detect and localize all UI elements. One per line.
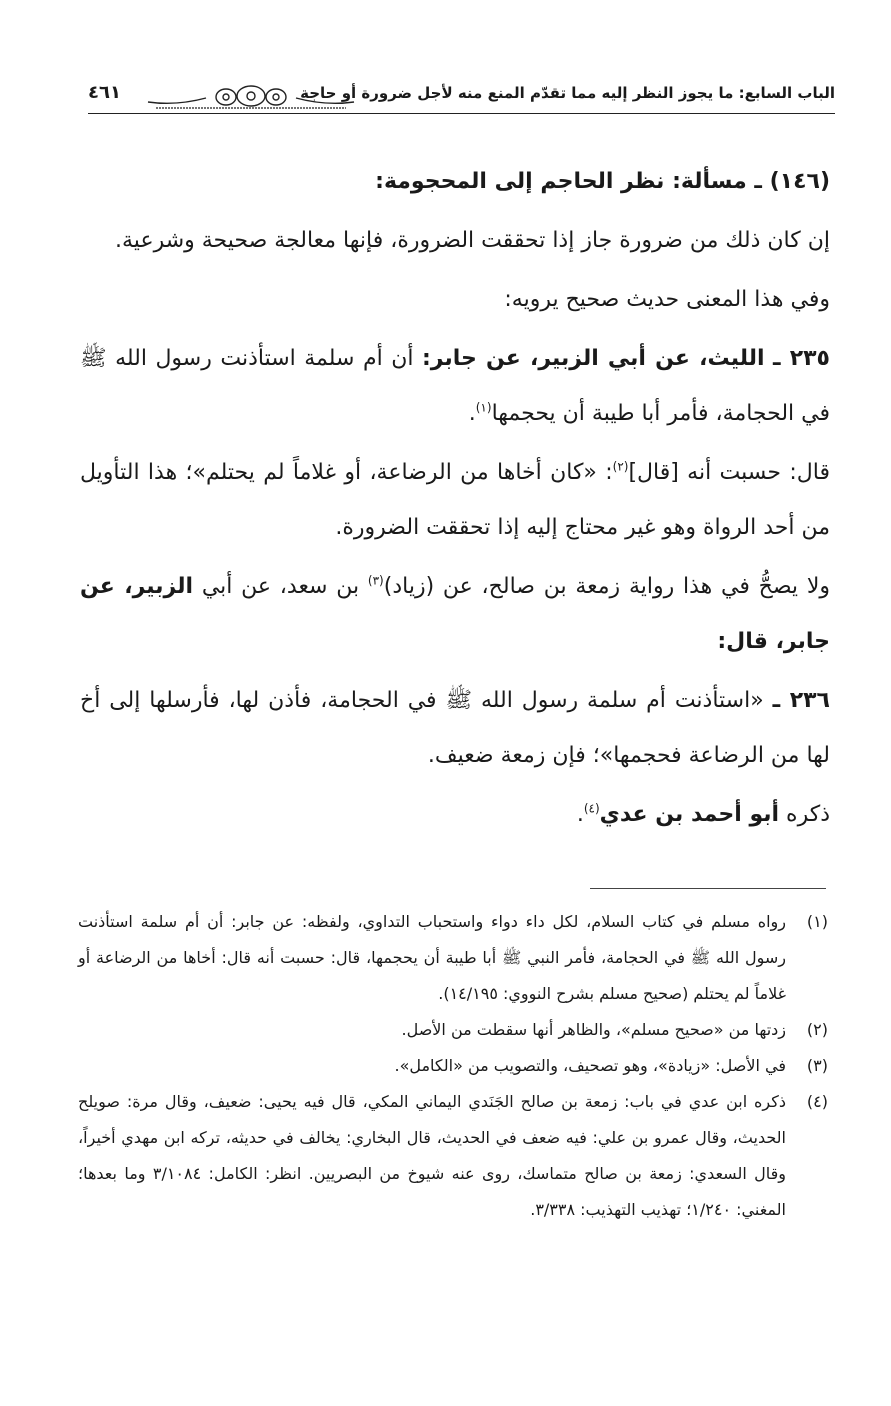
hadith-number: ٢٣٦ ـ <box>772 688 830 713</box>
footnote-ref: (١) <box>475 400 492 415</box>
footnote <box>78 1012 828 1048</box>
footnote-ref: (٢) <box>612 459 629 474</box>
hadith-235: ٢٣٥ ـ الليث، عن أبي الزبير، عن جابر: أن أم سلمة استأذنت رسول الله ﷺ في الحجامة، فأمر أبا طيبة أن يحجمها$^{(١)}$. <box>80 346 830 426</box>
footnote-number: (٢) <box>806 1020 828 1039</box>
footnote <box>78 1048 828 1084</box>
decorative-ornament-icon <box>146 84 356 110</box>
paragraph: ولا يصحُّ في هذا رواية زمعة بن صالح، عن (زياد)$^{(٣)}$ بن سعد، عن أبي الزبير، عن جابر، قال: <box>80 573 830 654</box>
header-rule <box>88 113 835 114</box>
hadith-text: «استأذنت أم سلمة رسول الله ﷺ في الحجامة، فأذن لها، فأرسلها إلى أخ لها من الرضاعة فحجمها»؛ فإن زمعة ضعيف. <box>80 688 830 768</box>
isnad: الليث، عن أبي الزبير، عن جابر: <box>421 346 765 371</box>
footnote-text: في الأصل: «زيادة»، وهو تصحيف، والتصويب من «الكامل». <box>394 1056 786 1075</box>
footnote <box>78 904 828 1012</box>
footnote-number: (١) <box>806 912 828 931</box>
footnote-ref: (٤) <box>583 801 600 816</box>
footnote-ref: (٣) <box>367 573 384 588</box>
hadith-text: أن أم سلمة استأذنت رسول الله ﷺ في الحجامة، فأمر أبا طيبة أن يحجمها <box>80 346 830 426</box>
footnote-separator <box>590 888 826 889</box>
footnote-text: زدتها من «صحيح مسلم»، والظاهر أنها سقطت من الأصل. <box>401 1020 786 1039</box>
paragraph: ذكره أبو أحمد بن عدي$^{(٤)}$. <box>576 801 830 827</box>
hadith-number: ٢٣٥ ـ <box>773 346 830 371</box>
footnote-number: (٣) <box>806 1056 828 1075</box>
footnote-text: رواه مسلم في كتاب السلام، لكل داء دواء واستحباب التداوي، ولفظه: عن جابر: أن أم سلمة استأذنت رسول الله ﷺ في الحجامة، فأمر النبي ﷺ أبا طيبة أن يحجمها، قال: حسبت أنه قال: أخاها من الرضاعة أو غلاماً لم يحتلم (صحيح مسلم بشرح النووي: ١٤/١٩٥). <box>78 912 786 1003</box>
paragraph: إن كان ذلك من ضرورة جاز إذا تحققت الضرورة، فإنها معالجة صحيحة وشرعية. <box>115 228 830 253</box>
running-header <box>88 80 835 116</box>
paragraph: وفي هذا المعنى حديث صحيح يرويه: <box>504 287 830 312</box>
section-heading: (١٤٦) ـ مسألة: نظر الحاجم إلى المحجومة: <box>375 169 830 194</box>
footnote-text: ذكره ابن عدي في باب: زمعة بن صالح الجَنَدي اليماني المكي، قال فيه يحيى: ضعيف، وقال مرة: صويلح الحديث، وقال عمرو بن علي: فيه ضعف في الحديث، قال البخاري: يخالف في حديثه، تركه ابن مهدي أخيراً، وقال السعدي: زمعة بن صالح متماسك، روى عنه شيوخ من البصريين. انظر: الكامل: ٣/١٠٨٤ وما بعدها؛ المغني: ١/٢٤٠؛ تهذيب التهذيب: ٣/٣٣٨. <box>78 1092 786 1219</box>
footnotes <box>78 904 828 1228</box>
footnote-number: (٤) <box>806 1092 828 1111</box>
chapter-title: الباب السابع: ما يجوز النظر إليه مما تقدّم المنع منه لأجل ضرورة أو حاجة <box>300 84 835 102</box>
footnote <box>78 1084 828 1228</box>
hadith-236 <box>80 673 830 783</box>
page-number: ٤٦١ <box>88 82 121 103</box>
main-text <box>80 154 830 842</box>
paragraph: قال: حسبت أنه [قال]$^{(٢)}$: «كان أخاها من الرضاعة، أو غلاماً لم يحتلم»؛ هذا التأويل من أحد الرواة وهو غير محتاج إليه إذا تحققت الضرورة. <box>80 459 830 540</box>
